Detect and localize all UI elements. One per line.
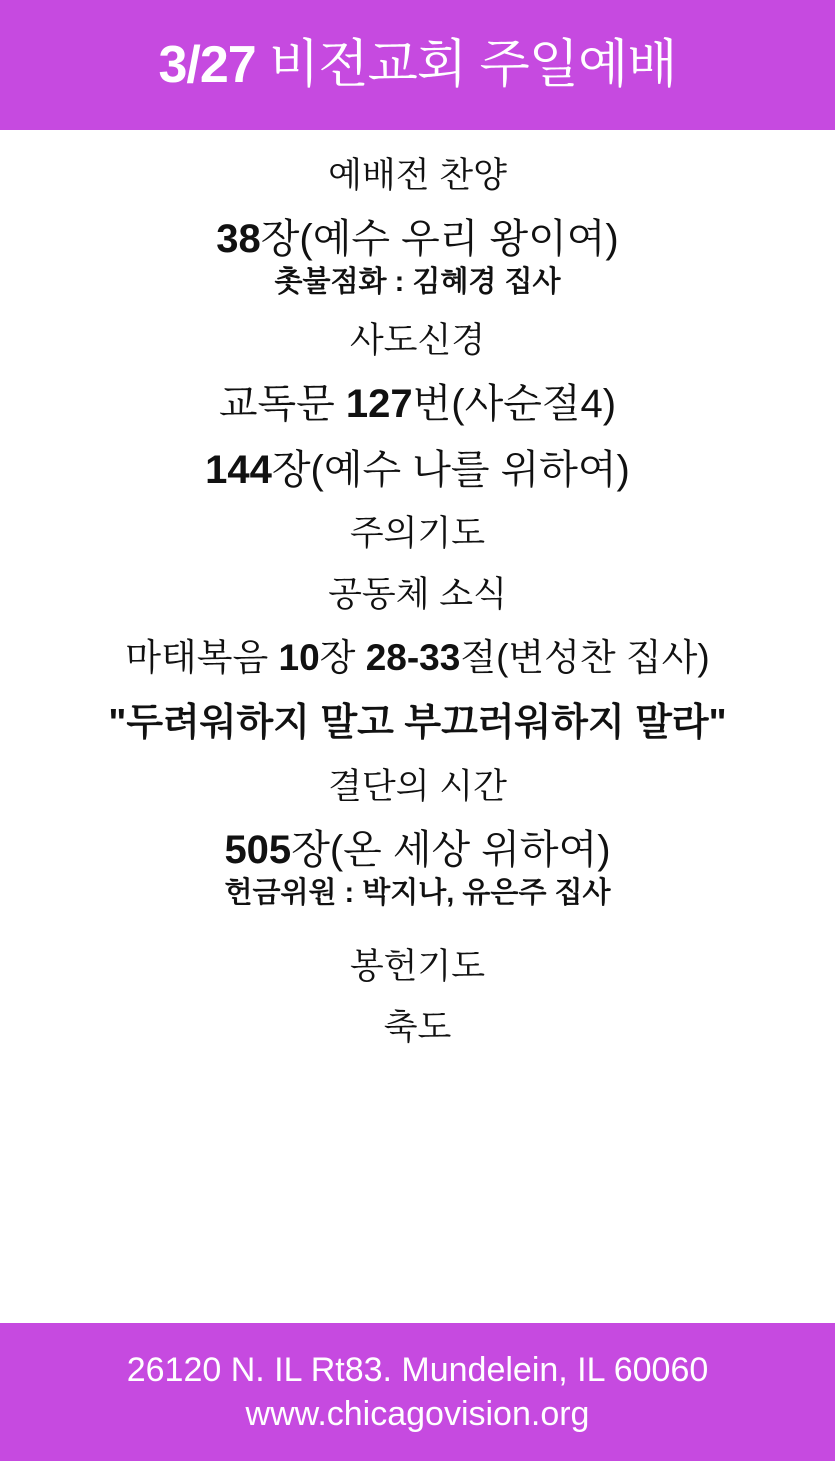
order-item-candle-lighting: 촛불점화 : 김혜경 집사	[274, 266, 561, 299]
scripture-chapter-label: 장	[319, 637, 366, 679]
hymn-1-title: 장(예수 우리 왕이여)	[260, 217, 619, 262]
hymn-1-number: 38	[216, 217, 261, 262]
scripture-verses: 28-33	[365, 637, 461, 679]
order-item-scripture-reading	[18, 637, 817, 680]
responsive-reading-prefix: 교독문	[218, 381, 346, 426]
poster-header	[0, 0, 835, 130]
order-item-offering-members: 헌금위원 : 박지나, 유은주 집사	[224, 876, 611, 909]
hymn-2-number: 144	[205, 447, 272, 492]
church-website: www.chicagovision.org	[245, 1395, 590, 1433]
responsive-reading-number: 127	[345, 381, 413, 426]
church-address: 26120 N. IL Rt83. Mundelein, IL 60060	[126, 1350, 709, 1389]
order-item-hymn-2	[18, 447, 817, 493]
order-item-pre-service-praise: 예배전 찬양	[328, 156, 507, 195]
order-item-sermon-title: "두려워하지 말고 부끄러워하지 말라"	[108, 701, 727, 744]
order-item-community-news: 공동체 소식	[328, 575, 507, 615]
service-title: 비전교회 주일예배	[255, 36, 677, 94]
scripture-chapter: 10	[278, 637, 320, 679]
responsive-reading-suffix: 번(사순절4)	[412, 381, 617, 426]
scripture-reader: 절(변성찬 집사)	[460, 637, 710, 679]
poster-footer	[0, 1323, 835, 1461]
order-item-responsive-reading	[18, 381, 817, 427]
order-item-hymn-1	[18, 216, 817, 262]
hymn-2-title: 장(예수 나를 위하여)	[271, 447, 630, 492]
scripture-book: 마태복음	[125, 637, 279, 679]
page-title	[158, 36, 677, 94]
order-item-lords-prayer: 주의기도	[349, 513, 486, 553]
service-order-list	[0, 130, 835, 1323]
order-item-hymn-3	[18, 827, 817, 873]
order-item-apostles-creed: 사도신경	[349, 320, 486, 360]
order-item-offering-prayer: 봉헌기도	[349, 947, 486, 987]
hymn-3-number: 505	[224, 827, 292, 872]
service-date: 3/27	[158, 36, 256, 94]
hymn-3-title: 장(온 세상 위하여)	[291, 827, 611, 872]
order-item-benediction: 축도	[383, 1008, 452, 1048]
order-item-decision-time: 결단의 시간	[328, 766, 507, 806]
